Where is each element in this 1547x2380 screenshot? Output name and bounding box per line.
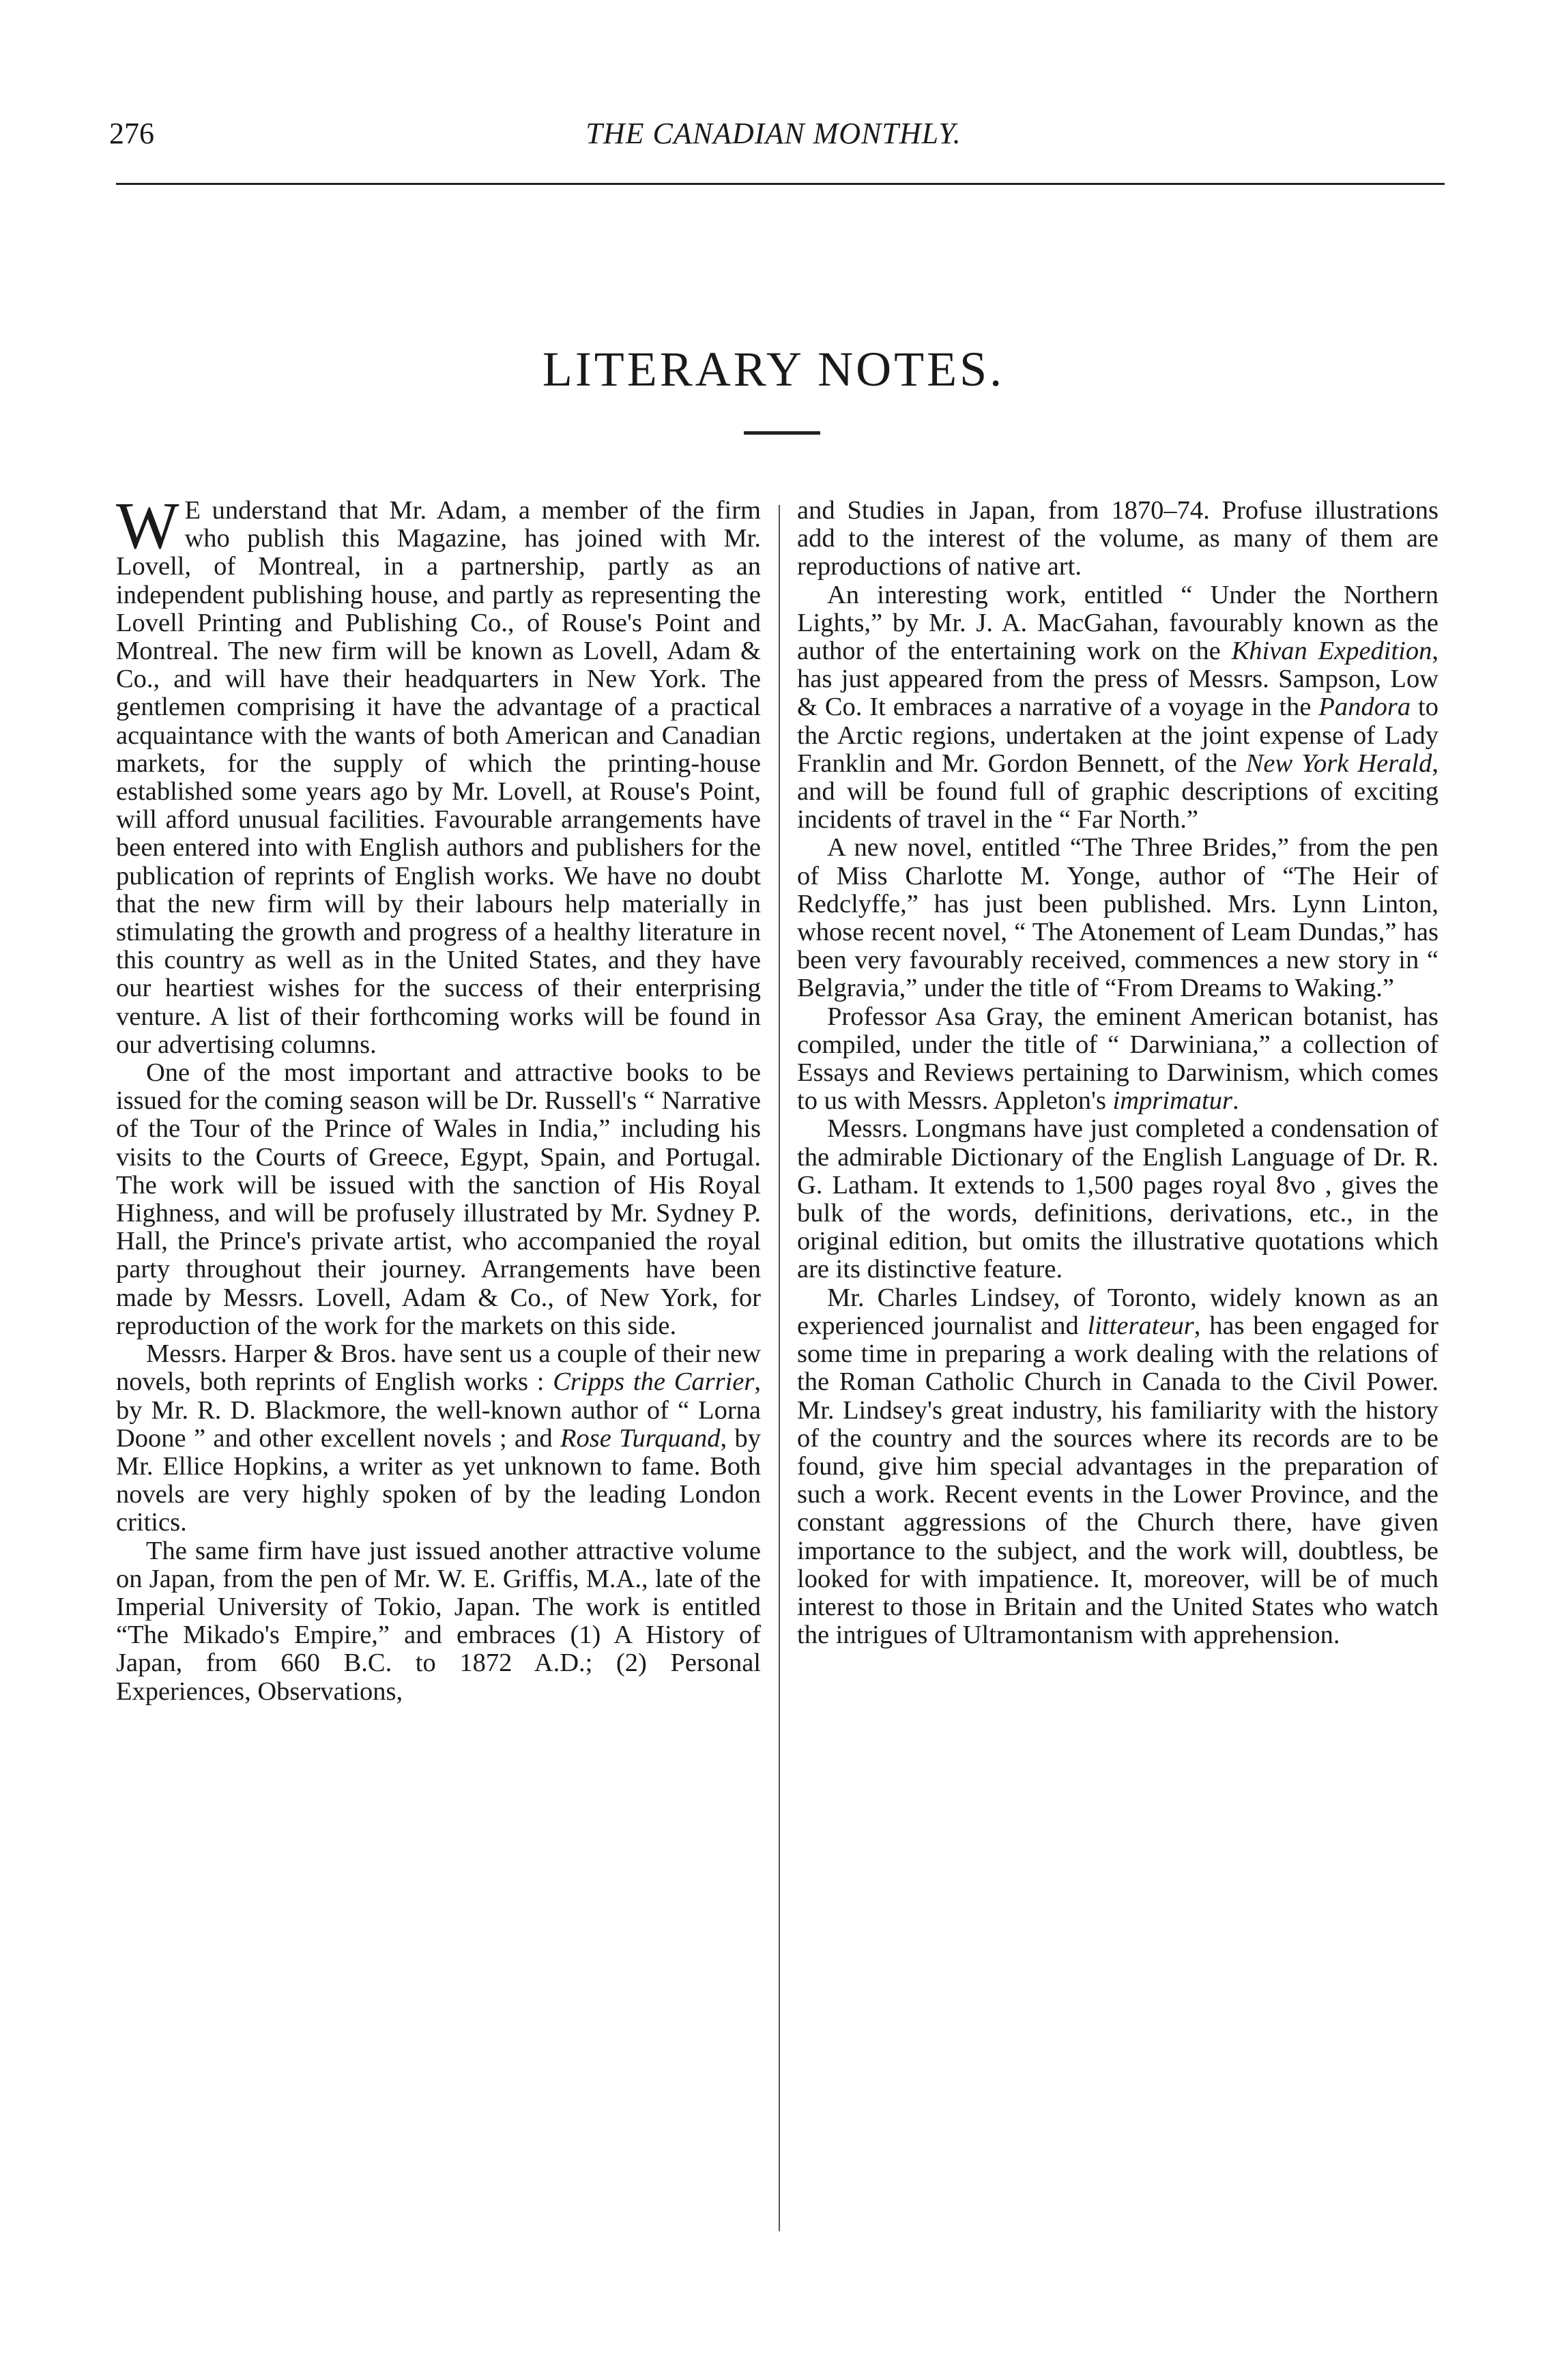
ship-name: Pandora: [1318, 693, 1411, 722]
paragraph: Messrs. Longmans have just completed a condensation of the admirable Dictionary of the English Language of Dr. R. G. Latham. It extends to 1,500 pages royal 8vo , gives the bulk of the words, definitions, derivations, etc., in the original edition, but omits the illustrative quotations which are its distinctive feature.: [797, 1114, 1438, 1284]
drop-cap: W: [116, 489, 179, 563]
page-number: 276: [109, 117, 154, 150]
book-title: Cripps the Carrier: [553, 1367, 755, 1397]
paragraph: The same firm have just issued another attractive volume on Japan, from the pen of Mr. W. E. Griffis, M.A., late of the Imperial University of Tokio, Japan. The work is entitled “The Mikado's Empire,” and embraces (1) A History of Japan, from 660 B.C. to 1872 A.D.; (2) Personal Experiences, Observations,: [116, 1536, 761, 1706]
text-run: Mr. Charles Lindsey, of Toronto, widely known as an experienced journalist and: [797, 1283, 1438, 1340]
title-rule: [744, 431, 820, 435]
right-column: [797, 497, 1438, 1649]
text-run: , and will be found full of graphic descriptions of exciting incidents of travel in the “ Far North.”: [797, 749, 1438, 835]
paragraph: A new novel, entitled “The Three Brides,” from the pen of Miss Charlotte M. Yonge, author of “The Heir of Redclyffe,” has just been published. Mrs. Lynn Linton, whose recent novel, “ The Atonement of Leam Dundas,” has been very favourably received, commences a new story in “ Belgravia,” under the title of “From Dreams to Waking.”: [797, 833, 1438, 1003]
left-column: [116, 489, 761, 1706]
text-run: , has been engaged for some time in preparing a work dealing with the relations of the Roman Catholic Church in Canada to the Civil Power. Mr. Lindsey's great industry, his familiarity with the history of the country and the sources where its records are to be found, give him special advantages in the preparation of such a work. Recent events in the Lower Province, and the constant aggressions of the Church there, have given importance to the subject, and the work will, doubtless, be looked for with impatience. It, moreover, will be of much interest to those in Britain and the United States who watch the intrigues of Ultramontanism with apprehension.: [797, 1311, 1438, 1650]
foreign-term: litterateur: [1087, 1311, 1194, 1340]
newspaper-name: New York Herald: [1245, 749, 1432, 778]
text-run: Professor Asa Gray, the eminent American botanist, has compiled, under the title of “ Darwiniana,” a collection of Essays and Reviews pertaining to Darwinism, which comes to us with Messrs. Appleton's: [797, 1002, 1438, 1116]
text-run: , by Mr. Ellice Hopkins, a writer as yet unknown to fame. Both novels are very highly spoken of by the leading London critics.: [116, 1423, 761, 1537]
text-run: .: [1232, 1086, 1239, 1116]
text-run: , has just appeared from the press of Messrs. Sampson, Low & Co. It embraces a narrative of a voyage in the: [797, 637, 1438, 722]
text-run: to the Arctic regions, undertaken at the joint expense of Lady Franklin and Mr. Gordon Bennett, of the: [797, 693, 1438, 778]
paragraph: and Studies in Japan, from 1870–74. Profuse illustrations add to the interest of the volume, as many of them are reproductions of native art.: [797, 496, 1438, 581]
paragraph: [797, 581, 1438, 835]
paragraph: [797, 1003, 1438, 1116]
paragraph-text: E understand that Mr. Adam, a member of the firm who publish this Magazine, has joined with Mr. Lovell, of Montreal, in a partnership, partly as an independent publishing house, and partly as representing the Lovell Printing and Publishing Co., of Rouse's Point and Montreal. The new firm will be known as Lovell, Adam & Co., and will have their headquarters in New York. The gentlemen comprising it have the advantage of a practical acquaintance with the wants of both American and Canadian markets, for the supply of which the printing-house established some years ago by Mr. Lovell, at Rouse's Point, will afford unusual facilities. Favourable arrangements have been entered into with English authors and publishers for the publication of reprints of English works. We have no doubt that the new firm will by their labours help materially in stimulating the growth and progress of a healthy literature in this country as well as in the United States, and they have our heartiest wishes for the success of their enterprising venture. A list of their forthcoming works will be found in our advertising columns.: [116, 496, 761, 1059]
paragraph: [116, 1340, 761, 1537]
text-run: An interesting work, entitled “ Under the Northern Lights,” by Mr. J. A. MacGahan, favourably known as the author of the entertaining work on the: [797, 580, 1438, 666]
section-title: LITERARY NOTES.: [542, 342, 1005, 396]
text-run: , by Mr. R. D. Blackmore, the well-known author of “ Lorna Doone ” and other excellent novels ; and: [116, 1367, 761, 1453]
paragraph: [797, 1284, 1438, 1650]
text-run: Messrs. Harper & Bros. have sent us a couple of their new novels, both reprints of English works :: [116, 1339, 761, 1397]
paragraph: One of the most important and attractive books to be issued for the coming season will be Dr. Russell's “ Narrative of the Tour of the Prince of Wales in India,” including his visits to the Courts of Greece, Egypt, Spain, and Portugal. The work will be issued with the sanction of His Royal Highness, and will be profusely illustrated by Mr. Sydney P. Hall, the Prince's private artist, who accompanied the royal party throughout their journey. Arrangements have been made by Messrs. Lovell, Adam & Co., of New York, for reproduction of the work for the markets on this side.: [116, 1058, 761, 1340]
column-divider: [779, 505, 780, 2231]
latin-term: imprimatur: [1112, 1086, 1232, 1116]
paragraph: [116, 489, 761, 1059]
book-title: Khivan Expedition: [1231, 637, 1432, 666]
header-rule: [116, 183, 1445, 185]
book-title: Rose Turquand: [560, 1423, 721, 1453]
page-header: [109, 116, 1438, 164]
running-title: THE CANADIAN MONTHLY.: [585, 117, 962, 150]
